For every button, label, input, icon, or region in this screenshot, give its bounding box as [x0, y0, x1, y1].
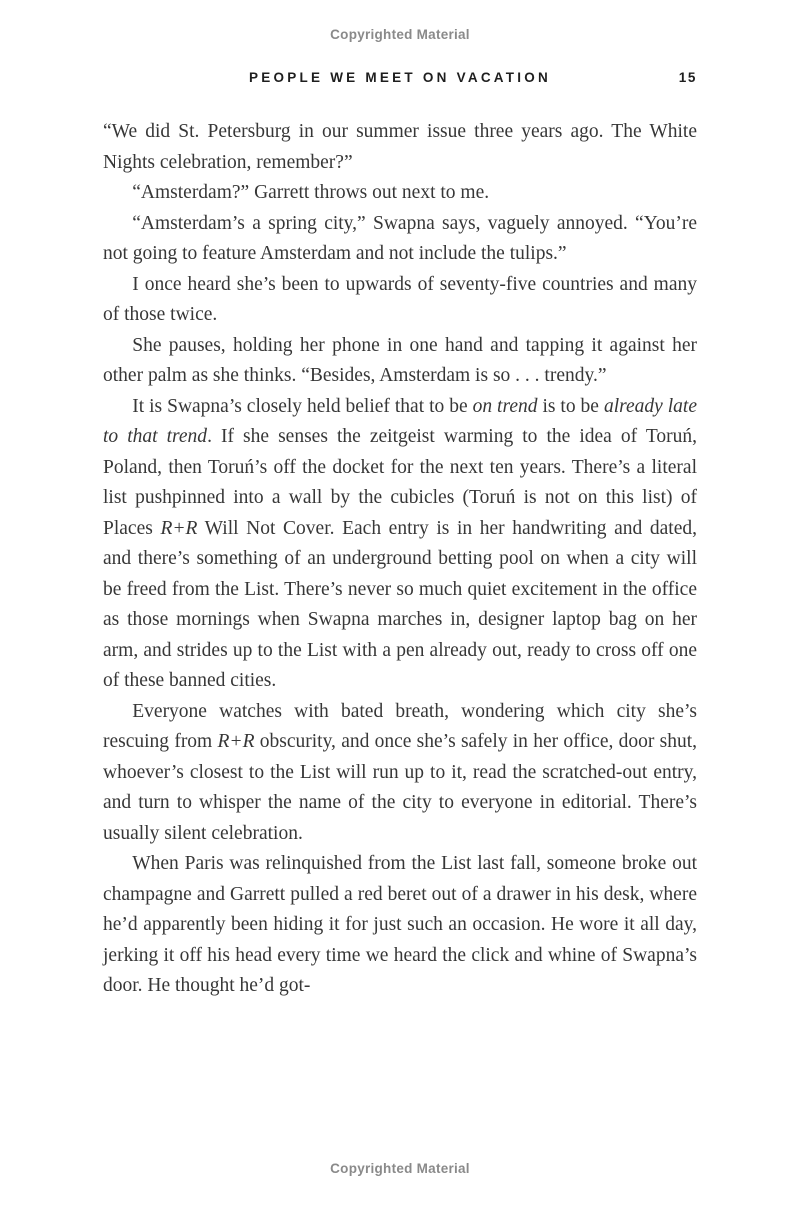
text-run: obscurity, and once she’s safely in her office, door shut, whoever’s closest to the List will run up to it, read the scratched-out entry, and turn to whisper the name of the city to everyone in editorial. There’s usually silent celebration.	[103, 731, 698, 844]
text-run: Will Not Cover. Each entry is in her handwriting and dated, and there’s something of an underground betting pool on when a city will be freed from the List. There’s never so much quiet excitement in the office as those mornings when Swapna marches in, designer laptop bag on her arm, and strides up to the List with a pen already out, ready to cross off one of these banned cities.	[103, 517, 697, 691]
paragraph	[103, 178, 697, 209]
text-run: “We did St. Petersburg in our summer issue three years ago. The White Nights celebration, remember?”	[103, 121, 697, 173]
copyright-notice-top: Copyrighted Material	[330, 27, 470, 42]
paragraph	[103, 331, 697, 392]
text-run: I once heard she’s been to upwards of seventy-five countries and many of those twice.	[103, 273, 697, 325]
running-head-title: PEOPLE WE MEET ON VACATION	[249, 70, 551, 85]
copyright-notice-bottom: Copyrighted Material	[330, 1161, 470, 1176]
paragraph	[103, 392, 697, 697]
paragraph	[103, 209, 697, 270]
paragraph	[103, 270, 697, 331]
text-run: She pauses, holding her phone in one hand and tapping it against her other palm as she thinks. “Besides, Amsterdam is so . . . trendy.”	[103, 334, 697, 386]
paragraph	[103, 849, 697, 1002]
italic-text-run: R+R	[160, 517, 198, 539]
text-run: When Paris was relinquished from the List last fall, someone broke out champagne and Garrett pulled a red beret out of a drawer in his desk, where he’d apparently been hiding it for just such an occasion. He wore it all day, jerking it off his head every time we heard the click and whine of Swapna’s door. He thought he’d got-	[103, 853, 697, 996]
italic-text-run: R+R	[217, 731, 255, 752]
text-run: is to be	[537, 395, 604, 417]
text-run: Everyone watches with bated breath, wondering which city she’s rescuing from	[103, 700, 697, 752]
text-run: “Amsterdam’s a spring city,” Swapna says, vaguely annoyed. “You’re not going to feature Amsterdam and not include the tulips.”	[103, 212, 697, 264]
italic-text-run: already late to that trend	[103, 395, 697, 447]
paragraph	[103, 697, 697, 850]
text-run: . If she senses the zeitgeist warming to the idea of Toruń, Poland, then Toruń’s off the docket for the next ten years. There’s a literal list pushpinned into a wall by the cubicles (Toruń is not on this list) of Places	[103, 426, 697, 539]
italic-text-run: on trend	[472, 395, 538, 417]
text-run: “Amsterdam?” Garrett throws out next to me.	[132, 182, 490, 203]
paragraph	[103, 117, 697, 178]
body-text	[103, 117, 697, 1002]
page-number: 15	[678, 70, 697, 85]
text-run: It is Swapna’s closely held belief that to be	[132, 395, 473, 417]
page-header	[103, 70, 697, 85]
